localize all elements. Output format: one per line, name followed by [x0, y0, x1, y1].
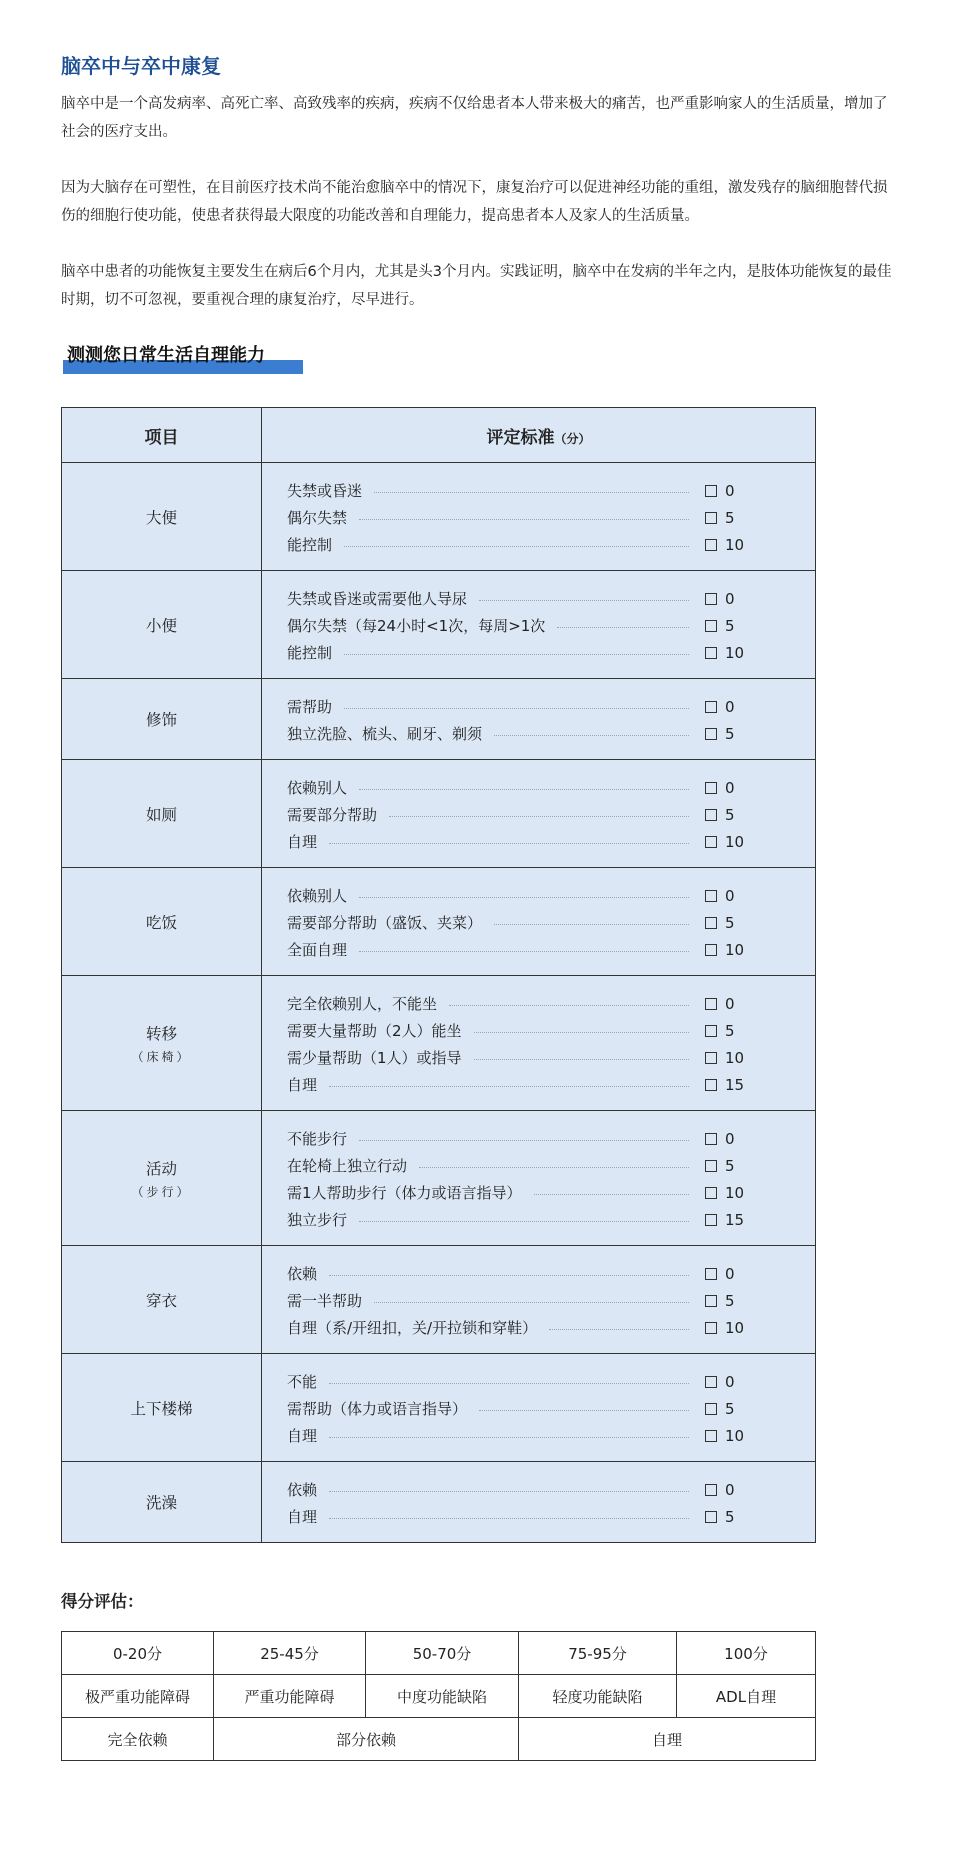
dotted-leader	[534, 1194, 689, 1195]
header-unit: （分）	[554, 431, 591, 446]
table-row	[62, 868, 816, 976]
score-range-row	[62, 1632, 816, 1675]
item-cell	[62, 571, 262, 679]
item-name: 活动	[145, 1159, 177, 1178]
option-label: 全面自理	[287, 941, 348, 959]
score-value: 0	[725, 481, 735, 500]
checkbox-icon[interactable]	[705, 1430, 717, 1442]
dotted-leader	[494, 735, 689, 736]
table-row	[62, 1111, 816, 1246]
criteria-option	[287, 1476, 815, 1503]
checkbox-icon[interactable]	[705, 836, 717, 848]
criteria-cell	[262, 868, 816, 976]
criteria-cell	[262, 679, 816, 760]
dotted-leader	[359, 1140, 689, 1141]
criteria-option	[287, 774, 815, 801]
score-option[interactable]	[705, 482, 815, 500]
score-option[interactable]	[705, 1481, 815, 1499]
criteria-option	[287, 585, 815, 612]
item-cell	[62, 1111, 262, 1246]
article-title: 脑卒中与卒中康复	[61, 54, 221, 78]
criteria-option	[287, 828, 815, 855]
item-name: 上下楼梯	[130, 1399, 193, 1418]
intro-paragraph-3: 脑卒中患者的功能恢复主要发生在病后6个月内，尤其是头3个月内。实践证明，脑卒中在发病的半年之内，是肢体功能恢复的最佳时期，切不可忽视，要重视合理的康复治疗，尽早进行。	[61, 264, 892, 308]
dotted-leader	[359, 951, 689, 952]
dotted-leader	[389, 816, 689, 817]
dotted-leader	[359, 789, 689, 790]
option-label: 偶尔失禁	[287, 509, 348, 527]
checkbox-icon[interactable]	[705, 1079, 717, 1091]
score-value: 5	[725, 913, 735, 932]
score-value: 5	[725, 1291, 735, 1310]
dotted-leader	[344, 546, 689, 547]
dotted-leader	[359, 519, 689, 520]
score-option[interactable]	[705, 1211, 815, 1229]
checkbox-icon[interactable]	[705, 647, 717, 659]
item-note: （床椅）	[131, 1049, 192, 1064]
section-title: 测测您日常生活自理能力	[67, 345, 265, 366]
item-cell	[62, 679, 262, 760]
score-option[interactable]	[705, 1130, 815, 1148]
option-label: 需一半帮助	[287, 1292, 363, 1310]
score-option[interactable]	[705, 779, 815, 797]
table-row	[62, 571, 816, 679]
option-label: 自理	[287, 1076, 318, 1094]
score-value: 0	[725, 1129, 735, 1148]
criteria-cell	[262, 976, 816, 1111]
dotted-leader	[329, 1383, 689, 1384]
item-name: 修饰	[145, 711, 177, 729]
range-cell: 100分	[677, 1632, 816, 1675]
item-name: 小便	[145, 616, 177, 635]
checkbox-icon[interactable]	[705, 1187, 717, 1199]
dotted-leader	[474, 1032, 689, 1033]
score-option[interactable]	[705, 1076, 815, 1094]
score-option[interactable]	[705, 590, 815, 608]
dotted-leader	[479, 600, 689, 601]
option-label: 能控制	[287, 644, 333, 662]
criteria-option	[287, 477, 815, 504]
score-option[interactable]	[705, 1508, 815, 1526]
checkbox-icon[interactable]	[705, 485, 717, 497]
dependency-cell: 完全依赖	[62, 1718, 214, 1761]
score-option[interactable]	[705, 1427, 815, 1445]
criteria-option	[287, 1206, 815, 1233]
score-value: 10	[725, 1426, 745, 1445]
score-value: 0	[725, 589, 735, 608]
score-value: 0	[725, 1480, 735, 1499]
checkbox-icon[interactable]	[705, 782, 717, 794]
criteria-option	[287, 909, 815, 936]
option-label: 依赖别人	[287, 779, 348, 797]
dotted-leader	[329, 1518, 689, 1519]
table-row	[62, 1354, 816, 1462]
score-value: 0	[725, 1264, 735, 1283]
option-label: 失禁或昏迷	[287, 482, 363, 500]
criteria-option	[287, 936, 815, 963]
criteria-option	[287, 1422, 815, 1449]
dotted-leader	[329, 1491, 689, 1492]
criteria-option	[287, 504, 815, 531]
option-label: 偶尔失禁（每24小时<1次，每周>1次	[287, 617, 546, 635]
dotted-leader	[479, 1410, 689, 1411]
table-row	[62, 760, 816, 868]
item-name: 洗澡	[145, 1494, 177, 1512]
dotted-leader	[329, 1437, 689, 1438]
item-cell	[62, 976, 262, 1111]
item-cell	[62, 1462, 262, 1543]
item-cell	[62, 1354, 262, 1462]
table-row	[62, 976, 816, 1111]
level-cell: ADL自理	[677, 1675, 816, 1718]
score-option[interactable]	[705, 1292, 815, 1310]
item-cell	[62, 760, 262, 868]
checkbox-icon[interactable]	[705, 701, 717, 713]
score-value: 15	[725, 1075, 745, 1094]
table-header-row	[62, 408, 816, 463]
item-name: 转移	[145, 1024, 177, 1043]
article	[61, 52, 901, 382]
range-cell: 0-20分	[62, 1632, 214, 1675]
level-row	[62, 1675, 816, 1718]
intro-paragraph-1: 脑卒中是一个高发病率、高死亡率、高致残率的疾病，疾病不仅给患者本人带来极大的痛苦，也严重影响家人的生活质量，增加了社会的医疗支出。	[61, 96, 888, 140]
score-option[interactable]	[705, 1400, 815, 1418]
dotted-leader	[557, 627, 689, 628]
score-value: 5	[725, 805, 735, 824]
option-label: 依赖别人	[287, 887, 348, 905]
level-cell: 轻度功能缺陷	[519, 1675, 677, 1718]
score-option[interactable]	[705, 833, 815, 851]
score-value: 10	[725, 643, 745, 662]
criteria-cell	[262, 760, 816, 868]
checkbox-icon[interactable]	[705, 890, 717, 902]
checkbox-icon[interactable]	[705, 1295, 717, 1307]
criteria-option	[287, 990, 815, 1017]
score-value: 5	[725, 724, 735, 743]
score-value: 0	[725, 778, 735, 797]
criteria-option	[287, 1125, 815, 1152]
option-label: 需少量帮助（1人）或指导	[287, 1049, 462, 1067]
criteria-option	[287, 801, 815, 828]
score-evaluation-table	[61, 1631, 816, 1761]
score-value: 10	[725, 832, 745, 851]
score-value: 10	[725, 1318, 745, 1337]
dotted-leader	[419, 1167, 689, 1168]
score-option[interactable]	[705, 617, 815, 635]
criteria-option	[287, 531, 815, 558]
range-cell: 50-70分	[366, 1632, 519, 1675]
header-criteria-label: 评定标准	[486, 427, 555, 448]
item-cell	[62, 1246, 262, 1354]
option-label: 依赖	[287, 1481, 318, 1499]
table-row	[62, 1246, 816, 1354]
score-option[interactable]	[705, 725, 815, 743]
dotted-leader	[374, 492, 689, 493]
option-label: 需1人帮助步行（体力或语言指导）	[287, 1184, 522, 1202]
score-option[interactable]	[705, 1157, 815, 1175]
criteria-cell	[262, 571, 816, 679]
adl-assessment-table	[61, 407, 816, 1543]
score-value: 5	[725, 508, 735, 527]
checkbox-icon[interactable]	[705, 1133, 717, 1145]
dotted-leader	[449, 1005, 689, 1006]
level-cell: 严重功能障碍	[214, 1675, 366, 1718]
evaluation-title: 得分评估：	[61, 1592, 144, 1611]
criteria-option	[287, 1044, 815, 1071]
criteria-option	[287, 1179, 815, 1206]
score-value: 0	[725, 697, 735, 716]
option-label: 独立洗脸、梳头、刷牙、剃须	[287, 725, 483, 743]
checkbox-icon[interactable]	[705, 998, 717, 1010]
score-option[interactable]	[705, 698, 815, 716]
item-note: （步行）	[131, 1184, 192, 1199]
level-cell: 极严重功能障碍	[62, 1675, 214, 1718]
table-row	[62, 463, 816, 571]
item-name: 如厕	[145, 805, 177, 824]
item-name: 穿衣	[145, 1291, 177, 1310]
score-value: 0	[725, 886, 735, 905]
criteria-option	[287, 1368, 815, 1395]
option-label: 自理	[287, 833, 318, 851]
dotted-leader	[374, 1302, 689, 1303]
table-row	[62, 1462, 816, 1543]
checkbox-icon[interactable]	[705, 1403, 717, 1415]
checkbox-icon[interactable]	[705, 944, 717, 956]
score-option[interactable]	[705, 914, 815, 932]
score-option[interactable]	[705, 806, 815, 824]
score-option[interactable]	[705, 1184, 815, 1202]
dotted-leader	[494, 924, 689, 925]
criteria-option	[287, 1260, 815, 1287]
criteria-option	[287, 882, 815, 909]
item-cell	[62, 463, 262, 571]
checkbox-icon[interactable]	[705, 1511, 717, 1523]
score-value: 10	[725, 1183, 745, 1202]
criteria-option	[287, 693, 815, 720]
checkbox-icon[interactable]	[705, 512, 717, 524]
score-value: 10	[725, 1048, 745, 1067]
score-option[interactable]	[705, 1265, 815, 1283]
checkbox-icon[interactable]	[705, 593, 717, 605]
option-label: 完全依赖别人，不能坐	[287, 995, 438, 1013]
level-cell: 中度功能缺陷	[366, 1675, 519, 1718]
option-label: 独立步行	[287, 1211, 348, 1229]
criteria-option	[287, 1314, 815, 1341]
item-name: 大便	[145, 508, 177, 527]
score-value: 5	[725, 1156, 735, 1175]
score-option[interactable]	[705, 1049, 815, 1067]
dotted-leader	[474, 1059, 689, 1060]
item-cell	[62, 868, 262, 976]
checkbox-icon[interactable]	[705, 809, 717, 821]
header-item: 项目	[62, 408, 262, 463]
criteria-cell	[262, 1354, 816, 1462]
option-label: 不能步行	[287, 1130, 348, 1148]
checkbox-icon[interactable]	[705, 620, 717, 632]
option-label: 自理（系/开纽扣，关/开拉锁和穿鞋）	[287, 1319, 538, 1337]
option-label: 在轮椅上独立行动	[287, 1157, 408, 1175]
score-value: 5	[725, 1507, 735, 1526]
table-row	[62, 679, 816, 760]
dotted-leader	[549, 1329, 689, 1330]
dotted-leader	[359, 897, 689, 898]
criteria-option	[287, 1152, 815, 1179]
section-heading	[61, 342, 901, 382]
dotted-leader	[329, 843, 689, 844]
dotted-leader	[329, 1275, 689, 1276]
intro-paragraph-2: 因为大脑存在可塑性，在目前医疗技术尚不能治愈脑卒中的情况下，康复治疗可以促进神经功能的重组，激发残存的脑细胞替代损伤的细胞行使功能，使患者获得最大限度的功能改善和自理能力，提高患者本人及家人的生活质量。	[61, 180, 888, 224]
option-label: 不能	[287, 1373, 318, 1391]
score-value: 10	[725, 535, 745, 554]
checkbox-icon[interactable]	[705, 1484, 717, 1496]
checkbox-icon[interactable]	[705, 917, 717, 929]
option-label: 能控制	[287, 536, 333, 554]
score-value: 5	[725, 616, 735, 635]
range-cell: 75-95分	[519, 1632, 677, 1675]
criteria-option	[287, 1395, 815, 1422]
option-label: 自理	[287, 1427, 318, 1445]
range-cell: 25-45分	[214, 1632, 366, 1675]
option-label: 自理	[287, 1508, 318, 1526]
criteria-cell	[262, 463, 816, 571]
score-option[interactable]	[705, 995, 815, 1013]
criteria-cell	[262, 1111, 816, 1246]
checkbox-icon[interactable]	[705, 1376, 717, 1388]
score-option[interactable]	[705, 509, 815, 527]
criteria-cell	[262, 1246, 816, 1354]
checkbox-icon[interactable]	[705, 728, 717, 740]
score-option[interactable]	[705, 887, 815, 905]
option-label: 需帮助	[287, 698, 333, 716]
option-label: 需要部分帮助（盛饭、夹菜）	[287, 914, 483, 932]
checkbox-icon[interactable]	[705, 1322, 717, 1334]
criteria-cell	[262, 1462, 816, 1543]
dotted-leader	[359, 1221, 689, 1222]
dependency-cell: 自理	[519, 1718, 816, 1761]
score-value: 5	[725, 1399, 735, 1418]
checkbox-icon[interactable]	[705, 539, 717, 551]
header-criteria	[262, 408, 816, 463]
dotted-leader	[344, 654, 689, 655]
dependency-row	[62, 1718, 816, 1761]
score-option[interactable]	[705, 644, 815, 662]
checkbox-icon[interactable]	[705, 1025, 717, 1037]
score-option[interactable]	[705, 1373, 815, 1391]
score-value: 0	[725, 1372, 735, 1391]
score-option[interactable]	[705, 536, 815, 554]
score-value: 15	[725, 1210, 745, 1229]
option-label: 需要部分帮助	[287, 806, 378, 824]
option-label: 需要大量帮助（2人）能坐	[287, 1022, 462, 1040]
criteria-option	[287, 1287, 815, 1314]
score-option[interactable]	[705, 1022, 815, 1040]
score-value: 5	[725, 1021, 735, 1040]
criteria-option	[287, 1071, 815, 1098]
score-value: 10	[725, 940, 745, 959]
checkbox-icon[interactable]	[705, 1214, 717, 1226]
option-label: 失禁或昏迷或需要他人导尿	[287, 590, 468, 608]
checkbox-icon[interactable]	[705, 1268, 717, 1280]
criteria-option	[287, 720, 815, 747]
score-option[interactable]	[705, 941, 815, 959]
criteria-option	[287, 1503, 815, 1530]
dotted-leader	[329, 1086, 689, 1087]
criteria-option	[287, 612, 815, 639]
dependency-cell: 部分依赖	[214, 1718, 519, 1761]
option-label: 依赖	[287, 1265, 318, 1283]
score-value: 0	[725, 994, 735, 1013]
checkbox-icon[interactable]	[705, 1052, 717, 1064]
criteria-option	[287, 639, 815, 666]
dotted-leader	[344, 708, 689, 709]
option-label: 需帮助（体力或语言指导）	[287, 1400, 468, 1418]
checkbox-icon[interactable]	[705, 1160, 717, 1172]
item-name: 吃饭	[145, 913, 177, 932]
criteria-option	[287, 1017, 815, 1044]
score-option[interactable]	[705, 1319, 815, 1337]
